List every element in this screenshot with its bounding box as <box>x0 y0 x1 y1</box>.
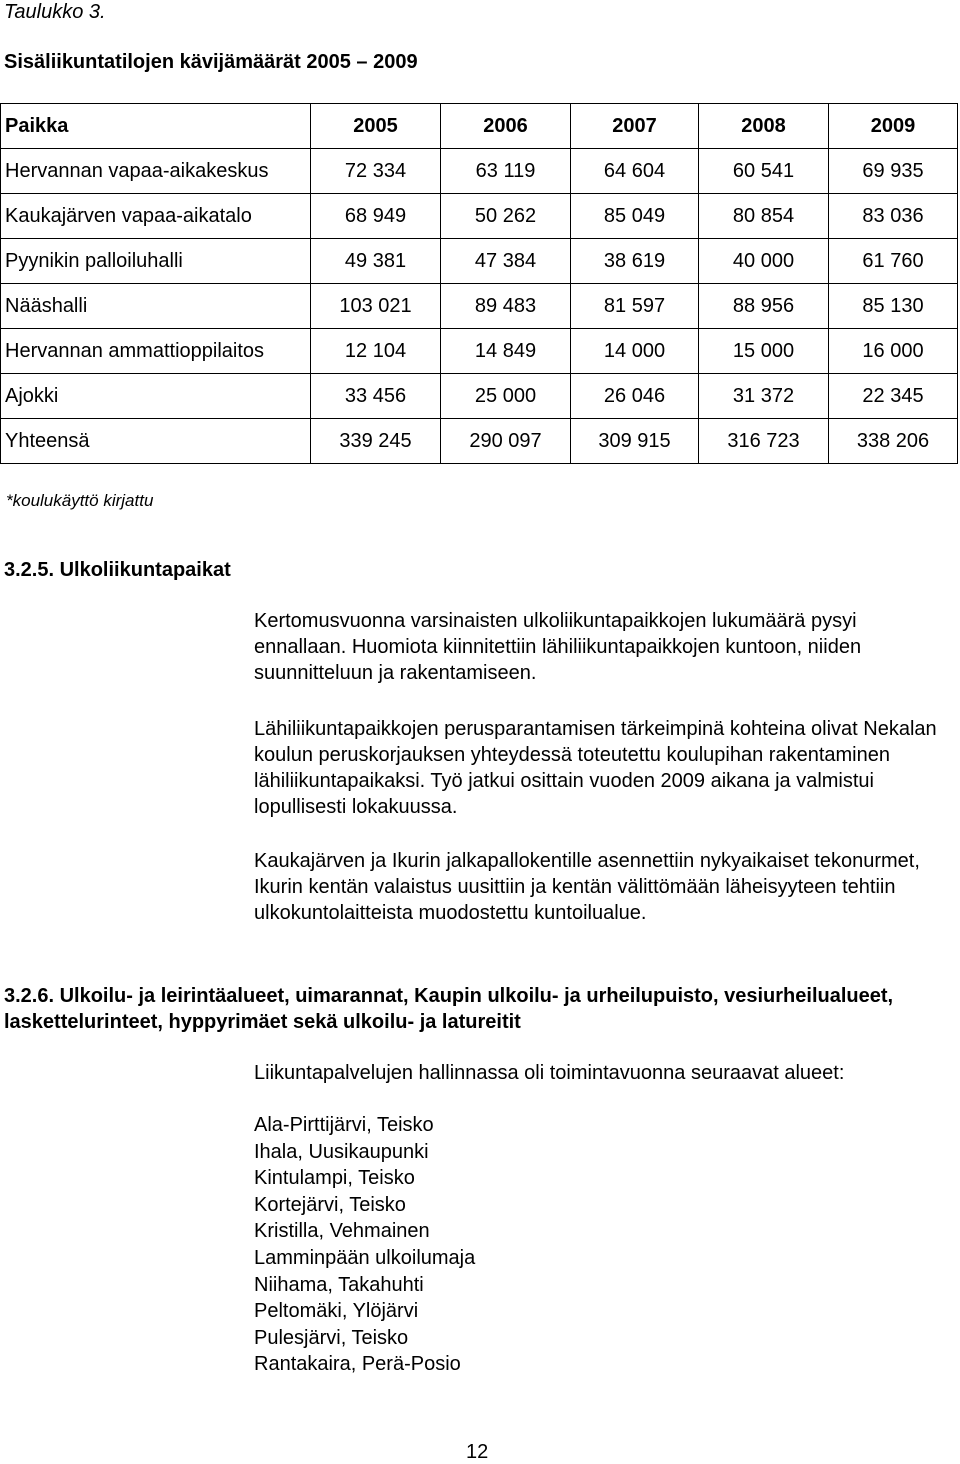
visitor-count-cell: 69 935 <box>829 149 958 194</box>
table-caption: Taulukko 3. <box>4 1 106 23</box>
visitor-count-cell: 83 036 <box>829 194 958 239</box>
paragraph: Kaukajärven ja Ikurin jalkapallokentille asennettiin nykyaikaiset tekonurmet, Ikurin kentän valaistus uusittiin ja kentän välittömään läheisyyteen tehtiin ulkokuntolaitteista muodostettu kuntoilualue. <box>254 850 920 924</box>
list-item: Niihama, Takahuhti <box>254 1273 424 1296</box>
visitor-count-cell: 60 541 <box>699 149 829 194</box>
visitor-count-cell: 309 915 <box>571 419 699 464</box>
table-body <box>1 149 958 464</box>
visitor-count-cell: 14 000 <box>571 329 699 374</box>
visitor-count-cell: 290 097 <box>441 419 571 464</box>
visitor-count-cell: 64 604 <box>571 149 699 194</box>
visitor-count-cell: 316 723 <box>699 419 829 464</box>
place-name-cell: Hervannan ammattioppilaitos <box>1 329 311 374</box>
visitor-count-cell: 80 854 <box>699 194 829 239</box>
visitor-count-cell: 31 372 <box>699 374 829 419</box>
page-number: 12 <box>466 1441 489 1463</box>
place-name-cell: Ajokki <box>1 374 311 419</box>
table-row <box>1 284 958 329</box>
visitor-count-cell: 88 956 <box>699 284 829 329</box>
visitor-count-cell: 47 384 <box>441 239 571 284</box>
place-name-cell: Nääshalli <box>1 284 311 329</box>
table-row <box>1 329 958 374</box>
visitor-count-cell: 14 849 <box>441 329 571 374</box>
paragraph: Kertomusvuonna varsinaisten ulkoliikuntapaikkojen lukumäärä pysyi ennallaan. Huomiota kiinnitettiin lähiliikuntapaikkojen kuntoon, niiden suunnitteluun ja rakentamiseen. <box>254 610 862 684</box>
header-cell: 2006 <box>441 104 571 149</box>
visitor-count-cell: 40 000 <box>699 239 829 284</box>
visitor-count-cell: 15 000 <box>699 329 829 374</box>
header-cell: 2007 <box>571 104 699 149</box>
paragraph: Lähiliikuntapaikkojen perusparantamisen tärkeimpinä kohteina olivat Nekalan koulun peruskorjauksen yhteydessä toteutettu koulupihan rakentaminen lähiliikuntapaikaksi. Työ jatkui osittain vuoden 2009 aikana ja valmistui lopullisesti lokakuussa. <box>254 718 937 818</box>
place-name-cell: Kaukajärven vapaa-aikatalo <box>1 194 311 239</box>
visitor-count-cell: 26 046 <box>571 374 699 419</box>
visitor-count-cell: 50 262 <box>441 194 571 239</box>
table-row <box>1 239 958 284</box>
visitor-count-cell: 339 245 <box>311 419 441 464</box>
visitor-count-cell: 85 049 <box>571 194 699 239</box>
visitor-table <box>0 103 958 464</box>
list-item: Peltomäki, Ylöjärvi <box>254 1300 419 1323</box>
section-heading-326: 3.2.6. Ulkoilu- ja leirintäalueet, uimarannat, Kaupin ulkoilu- ja urheilupuisto, vesiurheilualueet, laskettelurinteet, hyppyrimäet sekä ulkoilu- ja latureitit <box>4 985 894 1033</box>
visitor-count-cell: 338 206 <box>829 419 958 464</box>
table-row <box>1 419 958 464</box>
visitor-count-cell: 33 456 <box>311 374 441 419</box>
table-row <box>1 374 958 419</box>
visitor-count-cell: 49 381 <box>311 239 441 284</box>
area-list <box>254 1112 475 1378</box>
visitor-count-cell: 103 021 <box>311 284 441 329</box>
table-title: Sisäliikuntatilojen kävijämäärät 2005 – 2009 <box>4 51 418 73</box>
visitor-count-cell: 89 483 <box>441 284 571 329</box>
visitor-count-cell: 68 949 <box>311 194 441 239</box>
list-item: Ala-Pirttijärvi, Teisko <box>254 1114 434 1136</box>
section-heading-325: 3.2.5. Ulkoliikuntapaikat <box>4 559 231 581</box>
list-item: Lamminpään ulkoilumaja <box>254 1246 476 1269</box>
list-item: Kintulampi, Teisko <box>254 1167 415 1190</box>
table-footnote: *koulukäyttö kirjattu <box>6 491 154 510</box>
visitor-count-cell: 22 345 <box>829 374 958 419</box>
table-header-row <box>1 104 958 149</box>
place-name-cell: Pyynikin palloiluhalli <box>1 239 311 284</box>
paragraph: Liikuntapalvelujen hallinnassa oli toimintavuonna seuraavat alueet: <box>254 1062 845 1084</box>
visitor-count-cell: 38 619 <box>571 239 699 284</box>
table-row <box>1 149 958 194</box>
visitor-count-cell: 72 334 <box>311 149 441 194</box>
visitor-count-cell: 25 000 <box>441 374 571 419</box>
visitor-count-cell: 63 119 <box>441 149 571 194</box>
table-row <box>1 194 958 239</box>
header-cell: 2009 <box>829 104 958 149</box>
list-item: Ihala, Uusikaupunki <box>254 1140 429 1163</box>
visitor-count-cell: 16 000 <box>829 329 958 374</box>
visitor-count-cell: 12 104 <box>311 329 441 374</box>
header-cell: Paikka <box>1 104 311 149</box>
visitor-count-cell: 61 760 <box>829 239 958 284</box>
place-name-cell: Yhteensä <box>1 419 311 464</box>
list-item: Rantakaira, Perä-Posio <box>254 1353 461 1376</box>
visitor-count-cell: 85 130 <box>829 284 958 329</box>
list-item: Kristilla, Vehmainen <box>254 1220 430 1243</box>
visitor-count-cell: 81 597 <box>571 284 699 329</box>
list-item: Pulesjärvi, Teisko <box>254 1326 409 1349</box>
list-item: Kortejärvi, Teisko <box>254 1193 406 1216</box>
header-cell: 2008 <box>699 104 829 149</box>
place-name-cell: Hervannan vapaa-aikakeskus <box>1 149 311 194</box>
header-cell: 2005 <box>311 104 441 149</box>
